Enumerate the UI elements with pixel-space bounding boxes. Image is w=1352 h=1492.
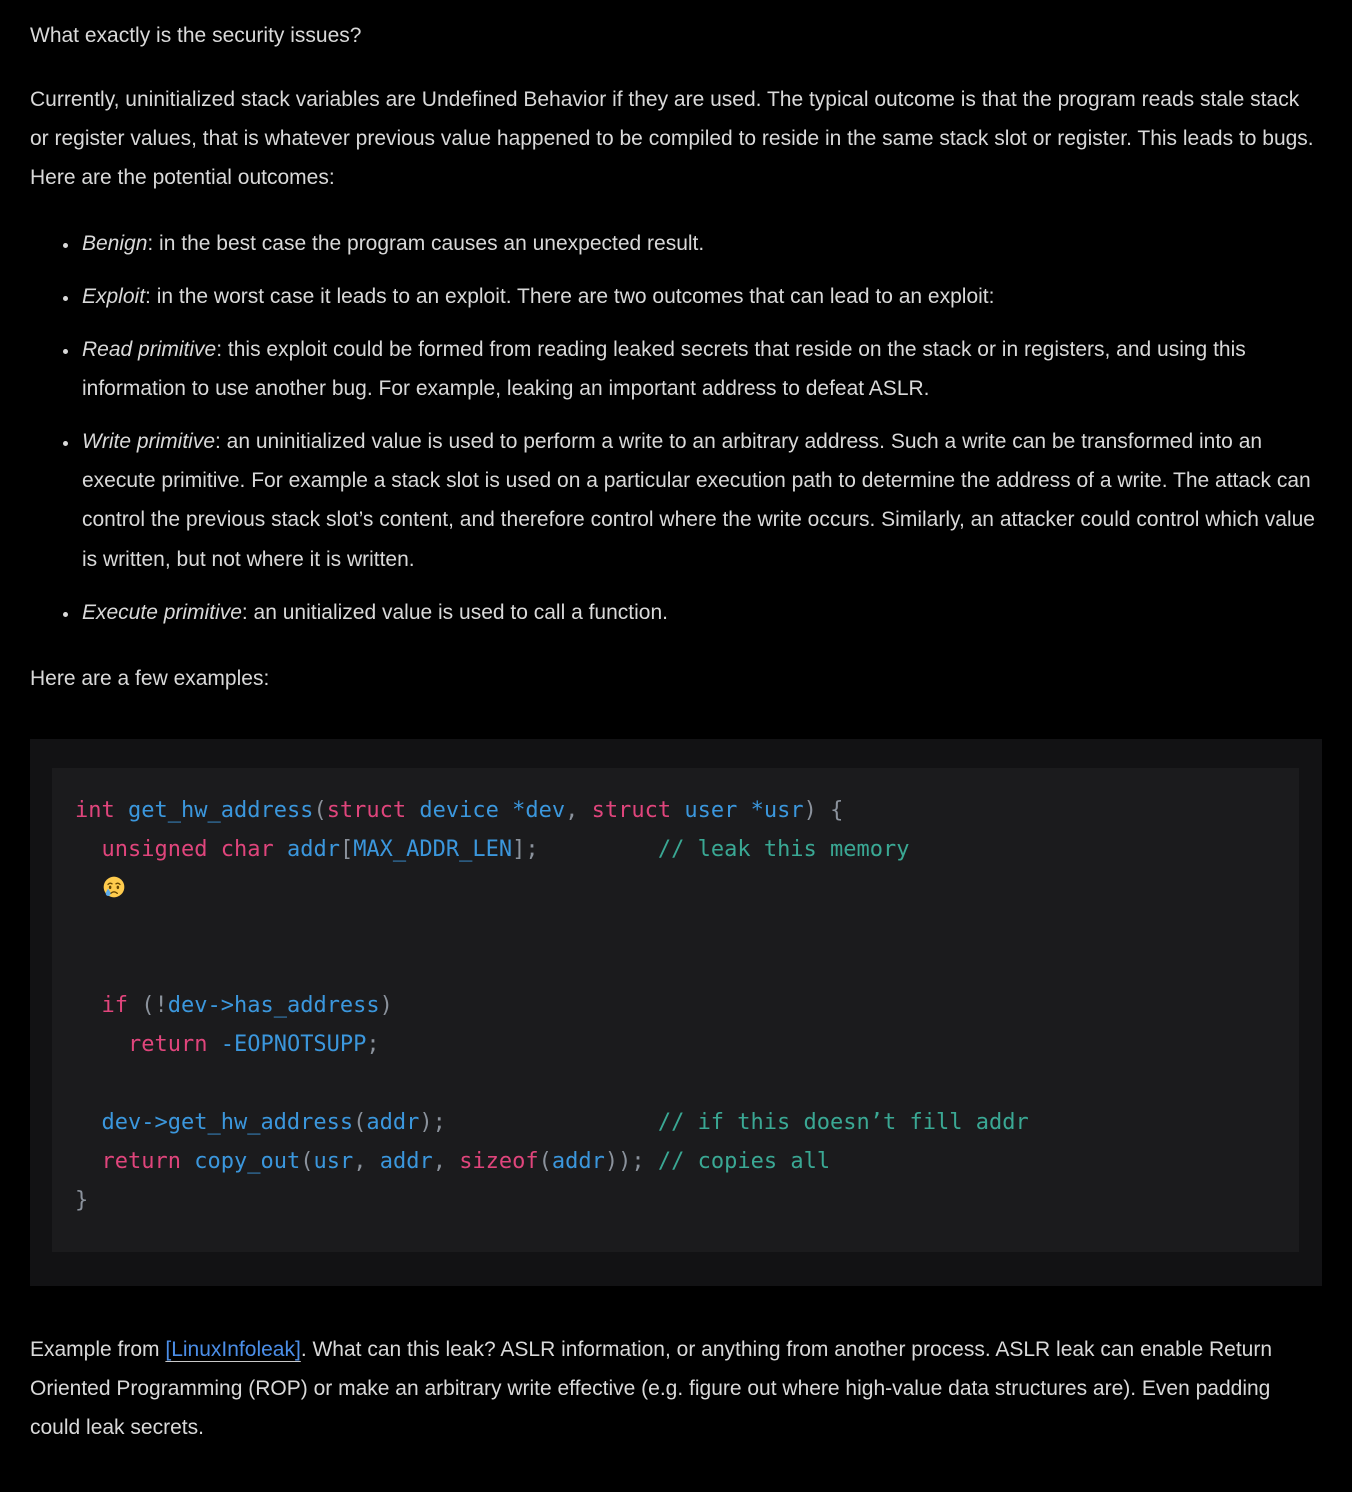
code-token: );	[419, 1110, 446, 1136]
code-token	[207, 837, 220, 862]
code-token: sizeof	[459, 1149, 539, 1175]
linuxinfoleak-link[interactable]: [LinuxInfoleak]	[165, 1338, 301, 1362]
code-token: {	[830, 797, 844, 823]
code-token	[539, 837, 658, 862]
list-item-benign	[80, 224, 1322, 263]
code-token	[75, 837, 102, 862]
code-token	[181, 1149, 194, 1174]
footer-prefix: Example from	[30, 1338, 166, 1362]
code-token: }	[75, 1188, 89, 1214]
outcome-text: : in the worst case it leads to an exploit. There are two outcomes that can lead to an exploit:	[145, 285, 995, 309]
code-token: addr	[551, 1149, 605, 1175]
code-token: *dev	[512, 797, 566, 823]
list-item-exploit	[80, 277, 1322, 316]
code-token: struct	[326, 797, 407, 823]
code-token: (!	[141, 992, 168, 1018]
code-token	[115, 798, 128, 823]
crying-face-emoji	[75, 876, 126, 901]
code-token: ];	[512, 836, 539, 862]
code-token	[499, 798, 512, 823]
code-token: addr	[286, 836, 340, 862]
outcome-term: Benign	[82, 232, 148, 256]
outcome-text: : an uninitialized value is used to perform a write to an arbitrary address. Such a write can be transformed into an execute primitive. For example a stack slot is used on a particular execution path to determine the address of a write. The attack can control the previous stack slot’s content, and therefore control where the write occurs. Similarly, an attacker could control which value is written, but not where it is written.	[82, 430, 1315, 571]
code-token: // if this doesn’t fill addr	[657, 1110, 1029, 1136]
code-token: device	[419, 797, 499, 823]
code-token: )	[803, 797, 817, 823]
code-token: ;	[366, 1031, 380, 1057]
code-token: addr	[366, 1110, 420, 1136]
document	[30, 16, 1322, 1447]
code-token: ,	[432, 1149, 446, 1175]
code-token: dev->get_hw_address	[101, 1110, 354, 1136]
list-item-execute-primitive	[80, 593, 1322, 632]
code-token	[128, 993, 141, 1018]
outcomes-list	[30, 224, 1322, 631]
code-token	[737, 798, 750, 823]
footer-paragraph	[30, 1330, 1322, 1447]
code-token	[446, 1149, 459, 1174]
code-token	[207, 1032, 220, 1057]
code-token	[817, 798, 830, 823]
code-block-container	[30, 739, 1322, 1287]
code-token: unsigned	[101, 836, 208, 862]
code-token: get_hw_address	[128, 797, 314, 823]
code-token: (	[313, 797, 327, 823]
list-item-read-primitive	[80, 330, 1322, 408]
code-token: ));	[604, 1149, 645, 1175]
code-token: addr	[379, 1149, 433, 1175]
code-token: int	[75, 797, 115, 823]
code-token: return	[101, 1149, 181, 1175]
code-token	[75, 1110, 102, 1135]
code-token: *usr	[750, 797, 804, 823]
code-token	[406, 798, 419, 823]
code-token: -EOPNOTSUPP	[220, 1031, 367, 1057]
code-token: copy_out	[194, 1149, 301, 1175]
outcome-text: : an unitialized value is used to call a function.	[241, 600, 668, 624]
code-token	[274, 837, 287, 862]
code-token	[578, 798, 591, 823]
code-token: dev->has_address	[167, 992, 380, 1018]
code-token	[671, 798, 684, 823]
outcome-text: : this exploit could be formed from reading leaked secrets that reside on the stack or in registers, and using this information to use another bug. For example, leaking an important address to defeat ASLR.	[82, 338, 1246, 401]
code-token: if	[101, 992, 128, 1018]
question-paragraph: What exactly is the security issues?	[30, 24, 362, 47]
code-token	[645, 1149, 658, 1174]
code-token: [	[339, 836, 354, 862]
outcome-term: Write primitive	[82, 430, 216, 454]
code-token: struct	[591, 797, 672, 823]
code-token: return	[127, 1031, 208, 1057]
code-token: (	[353, 1110, 367, 1136]
code-token: (	[538, 1149, 552, 1175]
code-token	[446, 1110, 658, 1135]
outcome-term: Exploit	[82, 285, 146, 309]
examples-intro: Here are a few examples:	[30, 666, 270, 690]
code-token: user	[684, 797, 738, 823]
outcome-term: Read primitive	[82, 338, 217, 362]
list-item-write-primitive	[80, 422, 1322, 578]
code-token: ,	[565, 797, 579, 823]
intro-paragraph: Currently, uninitialized stack variables are Undefined Behavior if they are used. The typical outcome is that the program reads stale stack or register values, that is whatever previous value happened to be compiled to reside in the same stack slot or register. This leads to bugs. Here are the potential outcomes:	[30, 88, 1314, 190]
code-token	[75, 993, 102, 1018]
code-token: )	[379, 992, 393, 1018]
code-token: ,	[353, 1149, 367, 1175]
code-content	[75, 798, 1029, 1213]
code-token	[75, 1032, 128, 1057]
outcome-term: Execute primitive	[82, 600, 242, 624]
code-token: char	[220, 836, 274, 862]
code-token: usr	[313, 1149, 354, 1175]
outcome-text: : in the best case the program causes an unexpected result.	[147, 232, 705, 256]
code-token	[366, 1149, 379, 1174]
code-block	[52, 768, 1299, 1253]
footer-suffix: . What can this leak? ASLR information, or anything from another process. ASLR leak can enable Return Oriented Programming (ROP) or make an arbitrary write effective (e.g. figure out where high-value data structures are). Even padding could leak secrets.	[30, 1338, 1273, 1440]
code-token: MAX_ADDR_LEN	[353, 836, 513, 862]
code-token: // leak this memory	[657, 836, 923, 862]
code-token: // copies all	[657, 1149, 831, 1175]
code-token: (	[300, 1149, 314, 1175]
code-token	[75, 1149, 102, 1174]
